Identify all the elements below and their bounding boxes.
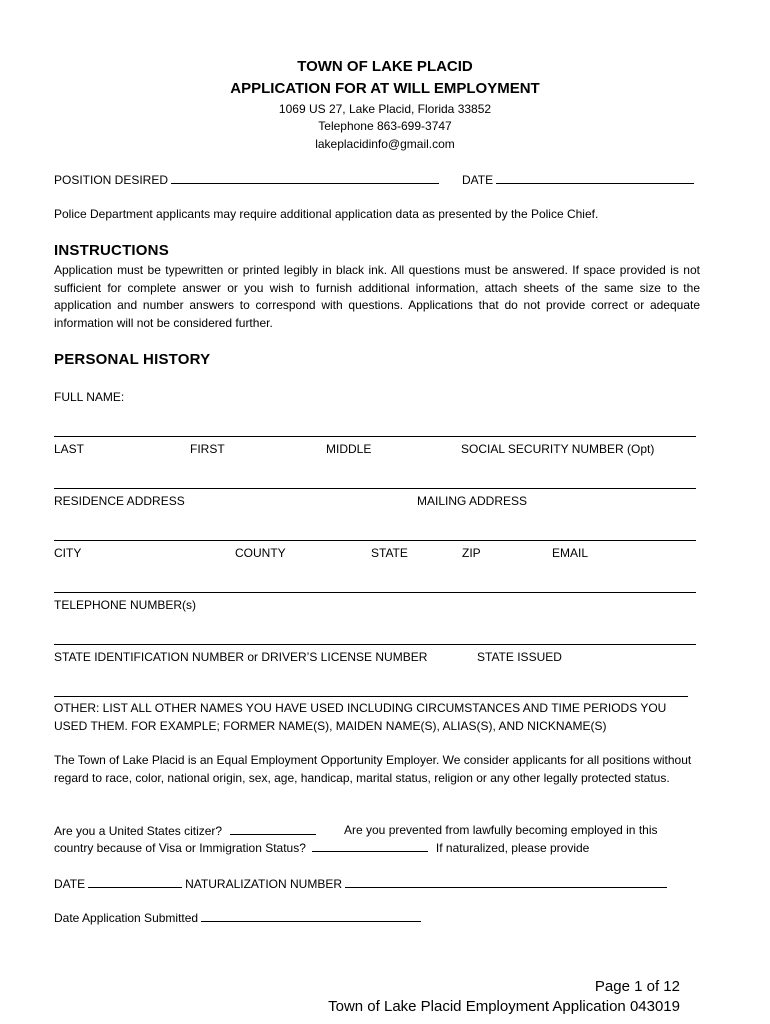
first-name-label: FIRST (190, 442, 225, 456)
citizen-row (54, 822, 319, 840)
city-label: CITY (54, 546, 82, 560)
form-title: APPLICATION FOR AT WILL EMPLOYMENT (230, 80, 540, 97)
date-field[interactable] (496, 171, 694, 184)
date-row (462, 171, 697, 189)
visa-answer-field[interactable] (312, 839, 428, 852)
naturalization-number-field[interactable] (345, 875, 667, 888)
email-label: EMAIL (552, 546, 589, 560)
position-desired-row (54, 171, 442, 189)
ssn-label: SOCIAL SECURITY NUMBER (Opt) (461, 442, 655, 456)
instructions-text: Application must be typewritten or printed legibly in black ink. All questions must be answered. If space provided is not sufficient for complete answer or you wish to furnish additional information, attach sheets of the same size to the application and number answers to correspond with questions. Applications that do not provide correct or adequate information will not be considered further. (54, 263, 700, 330)
other-names-label: OTHER: LIST ALL OTHER NAMES YOU HAVE USED INCLUDING CIRCUMSTANCES AND TIME PERIODS YOU USED THEM. FOR EXAMPLE; FORMER NAME(S), MAIDEN NAME(S), ALIAS(S), AND NICKNAME(S) (54, 701, 667, 733)
county-label: COUNTY (235, 546, 286, 560)
date-label: DATE (462, 173, 494, 187)
naturalization-number-label: NATURALIZATION NUMBER (185, 877, 343, 891)
submitted-row (54, 909, 424, 927)
telephone-field-line[interactable] (54, 592, 696, 593)
visa-question: country because of Visa or Immigration Status? (54, 841, 306, 855)
mailing-address-label: MAILING ADDRESS (417, 494, 528, 508)
naturalization-row (54, 875, 670, 893)
org-email: lakeplacidinfo@gmail.com (315, 137, 455, 151)
name-field-line[interactable] (54, 436, 696, 437)
org-name: TOWN OF LAKE PLACID (297, 58, 473, 75)
residence-address-label: RESIDENCE ADDRESS (54, 494, 185, 508)
citizen-answer-field[interactable] (230, 822, 316, 835)
page-number: Page 1 of 12 (594, 978, 680, 995)
visa-row (54, 839, 589, 857)
last-name-label: LAST (54, 442, 85, 456)
position-desired-field[interactable] (171, 171, 439, 184)
zip-label: ZIP (462, 546, 481, 560)
prevented-question: Are you prevented from lawfully becoming employed in this (344, 823, 658, 837)
state-issued-label: STATE ISSUED (477, 650, 562, 664)
telephone-label: TELEPHONE NUMBER(s) (54, 598, 197, 612)
date-submitted-field[interactable] (201, 909, 421, 922)
other-names-field-line[interactable] (54, 696, 688, 697)
full-name-label: FULL NAME: (54, 390, 125, 404)
address-field-line[interactable] (54, 488, 696, 489)
naturalization-date-field[interactable] (88, 875, 182, 888)
city-field-line[interactable] (54, 540, 696, 541)
middle-name-label: MIDDLE (326, 442, 372, 456)
org-phone: Telephone 863-699-3747 (318, 119, 452, 133)
date-submitted-label: Date Application Submitted (54, 911, 199, 925)
state-id-field-line[interactable] (54, 644, 696, 645)
personal-history-heading: PERSONAL HISTORY (54, 351, 211, 368)
position-desired-label: POSITION DESIRED (54, 173, 169, 187)
naturalized-note: If naturalized, please provide (435, 841, 590, 855)
state-id-label: STATE IDENTIFICATION NUMBER or DRIVER’S LICENSE NUMBER (54, 650, 428, 664)
org-address: 1069 US 27, Lake Placid, Florida 33852 (278, 102, 492, 116)
eeo-statement: The Town of Lake Placid is an Equal Employment Opportunity Employer. We consider applicants for all positions without regard to race, color, national origin, sex, age, handicap, marital status, religion or any other legally protected status. (54, 753, 692, 785)
police-note: Police Department applicants may require additional application data as presented by the Police Chief. (54, 207, 599, 221)
document-id: Town of Lake Placid Employment Application 043019 (328, 998, 680, 1015)
naturalization-date-label: DATE (54, 877, 86, 891)
instructions-heading: INSTRUCTIONS (54, 242, 169, 259)
citizen-question: Are you a United States citizer? (54, 824, 223, 838)
state-label: STATE (371, 546, 408, 560)
